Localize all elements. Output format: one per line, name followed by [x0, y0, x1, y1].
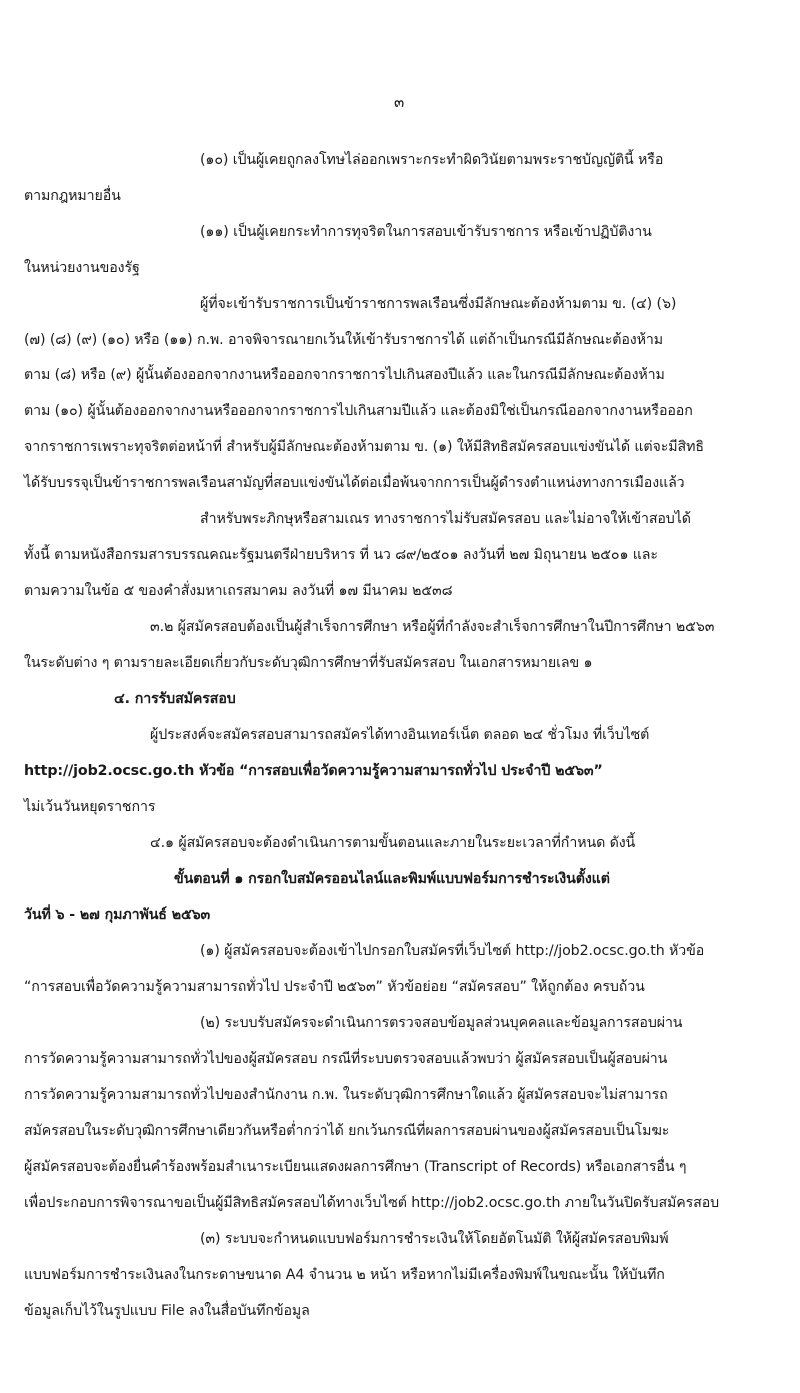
- text-line: ตาม (๑๐) ผู้นั้นต้องออกจากงานหรือออกจากราชการไปเกินสามปีแล้ว และต้องมิใช่เป็นกรณีออกจากงานหรือออก: [24, 403, 693, 419]
- text-line: ตาม (๘) หรือ (๙) ผู้นั้นต้องออกจากงานหรือออกจากราชการไปเกินสองปีแล้ว และในกรณีมีลักษณะต้องห้าม: [24, 367, 665, 383]
- text-line: จากราชการเพราะทุจริตต่อหน้าที่ สำหรับผู้มีลักษณะต้องห้ามตาม ข. (๑) ให้มีสิทธิสมัครสอบแข่งขันได้ แต่จะมีสิทธิ: [24, 439, 704, 455]
- text-line: การวัดความรู้ความสามารถทั่วไปของผู้สมัครสอบ กรณีที่ระบบตรวจสอบแล้วพบว่า ผู้สมัครสอบเป็นผู้สอบผ่าน: [24, 1051, 668, 1067]
- text-line: (๑) ผู้สมัครสอบจะต้องเข้าไปกรอกใบสมัครที่เว็บไซต์ http://job2.ocsc.go.th หัวข้อ: [200, 943, 705, 959]
- text-line: ข้อมูลเก็บไว้ในรูปแบบ File ลงในสื่อบันทึกข้อมูล: [24, 1303, 310, 1319]
- text-line: ตามกฎหมายอื่น: [24, 188, 121, 204]
- text-line: ผู้สมัครสอบจะต้องยื่นคำร้องพร้อมสำเนาระเบียนแสดงผลการศึกษา (Transcript of Records) หรือเอกสารอื่น ๆ: [24, 1159, 687, 1175]
- text-line: (๑๐) เป็นผู้เคยถูกลงโทษไล่ออกเพราะกระทำผิดวินัยตามพระราชบัญญัตินี้ หรือ: [200, 152, 664, 168]
- text-line: ไม่เว้นวันหยุดราชการ: [24, 799, 156, 815]
- text-line: แบบฟอร์มการชำระเงินลงในกระดาษขนาด A4 จำนวน ๒ หน้า หรือหากไม่มีเครื่องพิมพ์ในขณะนั้น ให้บันทึก: [24, 1267, 665, 1283]
- text-line: ทั้งนี้ ตามหนังสือกรมสารบรรณคณะรัฐมนตรีฝ่ายบริหาร ที่ นว ๘๙/๒๕๐๑ ลงวันที่ ๒๗ มิถุนายน ๒๕๐๑ และ: [24, 547, 658, 563]
- text-line: เพื่อประกอบการพิจารณาขอเป็นผู้มีสิทธิสมัครสอบได้ทางเว็บไซต์ http://job2.ocsc.go.th ภายในวันปิดรับสมัครสอบ: [24, 1195, 720, 1211]
- text-line: ในระดับต่าง ๆ ตามรายละเอียดเกี่ยวกับระดับวุฒิการศึกษาที่รับสมัครสอบ ในเอกสารหมายเลข ๑: [24, 655, 593, 671]
- text-line: ผู้ที่จะเข้ารับราชการเป็นข้าราชการพลเรือนซึ่งมีลักษณะต้องห้ามตาม ข. (๔) (๖): [200, 296, 677, 312]
- text-line: (๒) ระบบรับสมัครจะดำเนินการตรวจสอบข้อมูลส่วนบุคคลและข้อมูลการสอบผ่าน: [200, 1015, 683, 1031]
- text-line: (๓) ระบบจะกำหนดแบบฟอร์มการชำระเงินให้โดยอัตโนมัติ ให้ผู้สมัครสอบพิมพ์: [200, 1231, 669, 1247]
- text-line: (๗) (๘) (๙) (๑๐) หรือ (๑๑) ก.พ. อาจพิจารณายกเว้นให้เข้ารับราชการได้ แต่ถ้าเป็นกรณีมีลักษณะต้องห้าม: [24, 332, 663, 348]
- text-line: ๓.๒ ผู้สมัครสอบต้องเป็นผู้สำเร็จการศึกษา หรือผู้ที่กำลังจะสำเร็จการศึกษาในปีการศึกษา ๒๕๖๓: [150, 619, 715, 635]
- step-heading: ขั้นตอนที่ ๑ กรอกใบสมัครออนไลน์และพิมพ์แบบฟอร์มการชำระเงินตั้งแต่: [174, 871, 610, 887]
- text-line: สำหรับพระภิกษุหรือสามเณร ทางราชการไม่รับสมัครสอบ และไม่อาจให้เข้าสอบได้: [200, 511, 691, 527]
- text-line: สมัครสอบในระดับวุฒิการศึกษาเดียวกันหรือต่ำกว่าได้ ยกเว้นกรณีที่ผลการสอบผ่านของผู้สมัครสอบเป็นโมฆะ: [24, 1123, 670, 1139]
- text-line: ผู้ประสงค์จะสมัครสอบสามารถสมัครได้ทางอินเทอร์เน็ต ตลอด ๒๔ ชั่วโมง ที่เว็บไซต์: [150, 727, 650, 743]
- section-heading: ๔. การรับสมัครสอบ: [114, 691, 236, 707]
- text-line: ได้รับบรรจุเป็นข้าราชการพลเรือนสามัญที่สอบแข่งขันได้ต่อเมื่อพ้นจากการเป็นผู้ดำรงตำแหน่งทางการเมืองแล้ว: [24, 475, 685, 491]
- text-line: การวัดความรู้ความสามารถทั่วไปของสำนักงาน ก.พ. ในระดับวุฒิการศึกษาใดแล้ว ผู้สมัครสอบจะไม่สามารถ: [24, 1087, 668, 1103]
- page-number: ๓: [394, 93, 405, 111]
- text-line: http://job2.ocsc.go.th หัวข้อ “การสอบเพื่อวัดความรู้ความสามารถทั่วไป ประจำปี ๒๕๖๓”: [24, 763, 603, 779]
- text-line: ตามความในข้อ ๕ ของคำสั่งมหาเถรสมาคม ลงวันที่ ๑๗ มีนาคม ๒๕๓๘: [24, 583, 453, 599]
- text-line: “การสอบเพื่อวัดความรู้ความสามารถทั่วไป ประจำปี ๒๕๖๓” หัวข้อย่อย “สมัครสอบ” ให้ถูกต้อง ครบถ้วน: [24, 979, 645, 995]
- text-line: (๑๑) เป็นผู้เคยกระทำการทุจริตในการสอบเข้ารับราชการ หรือเข้าปฏิบัติงาน: [200, 224, 652, 240]
- text-line: ในหน่วยงานของรัฐ: [24, 260, 140, 276]
- text-line: ๔.๑ ผู้สมัครสอบจะต้องดำเนินการตามขั้นตอนและภายในระยะเวลาที่กำหนด ดังนี้: [150, 835, 636, 851]
- step-date: วันที่ ๖ - ๒๗ กุมภาพันธ์ ๒๕๖๓: [24, 907, 211, 923]
